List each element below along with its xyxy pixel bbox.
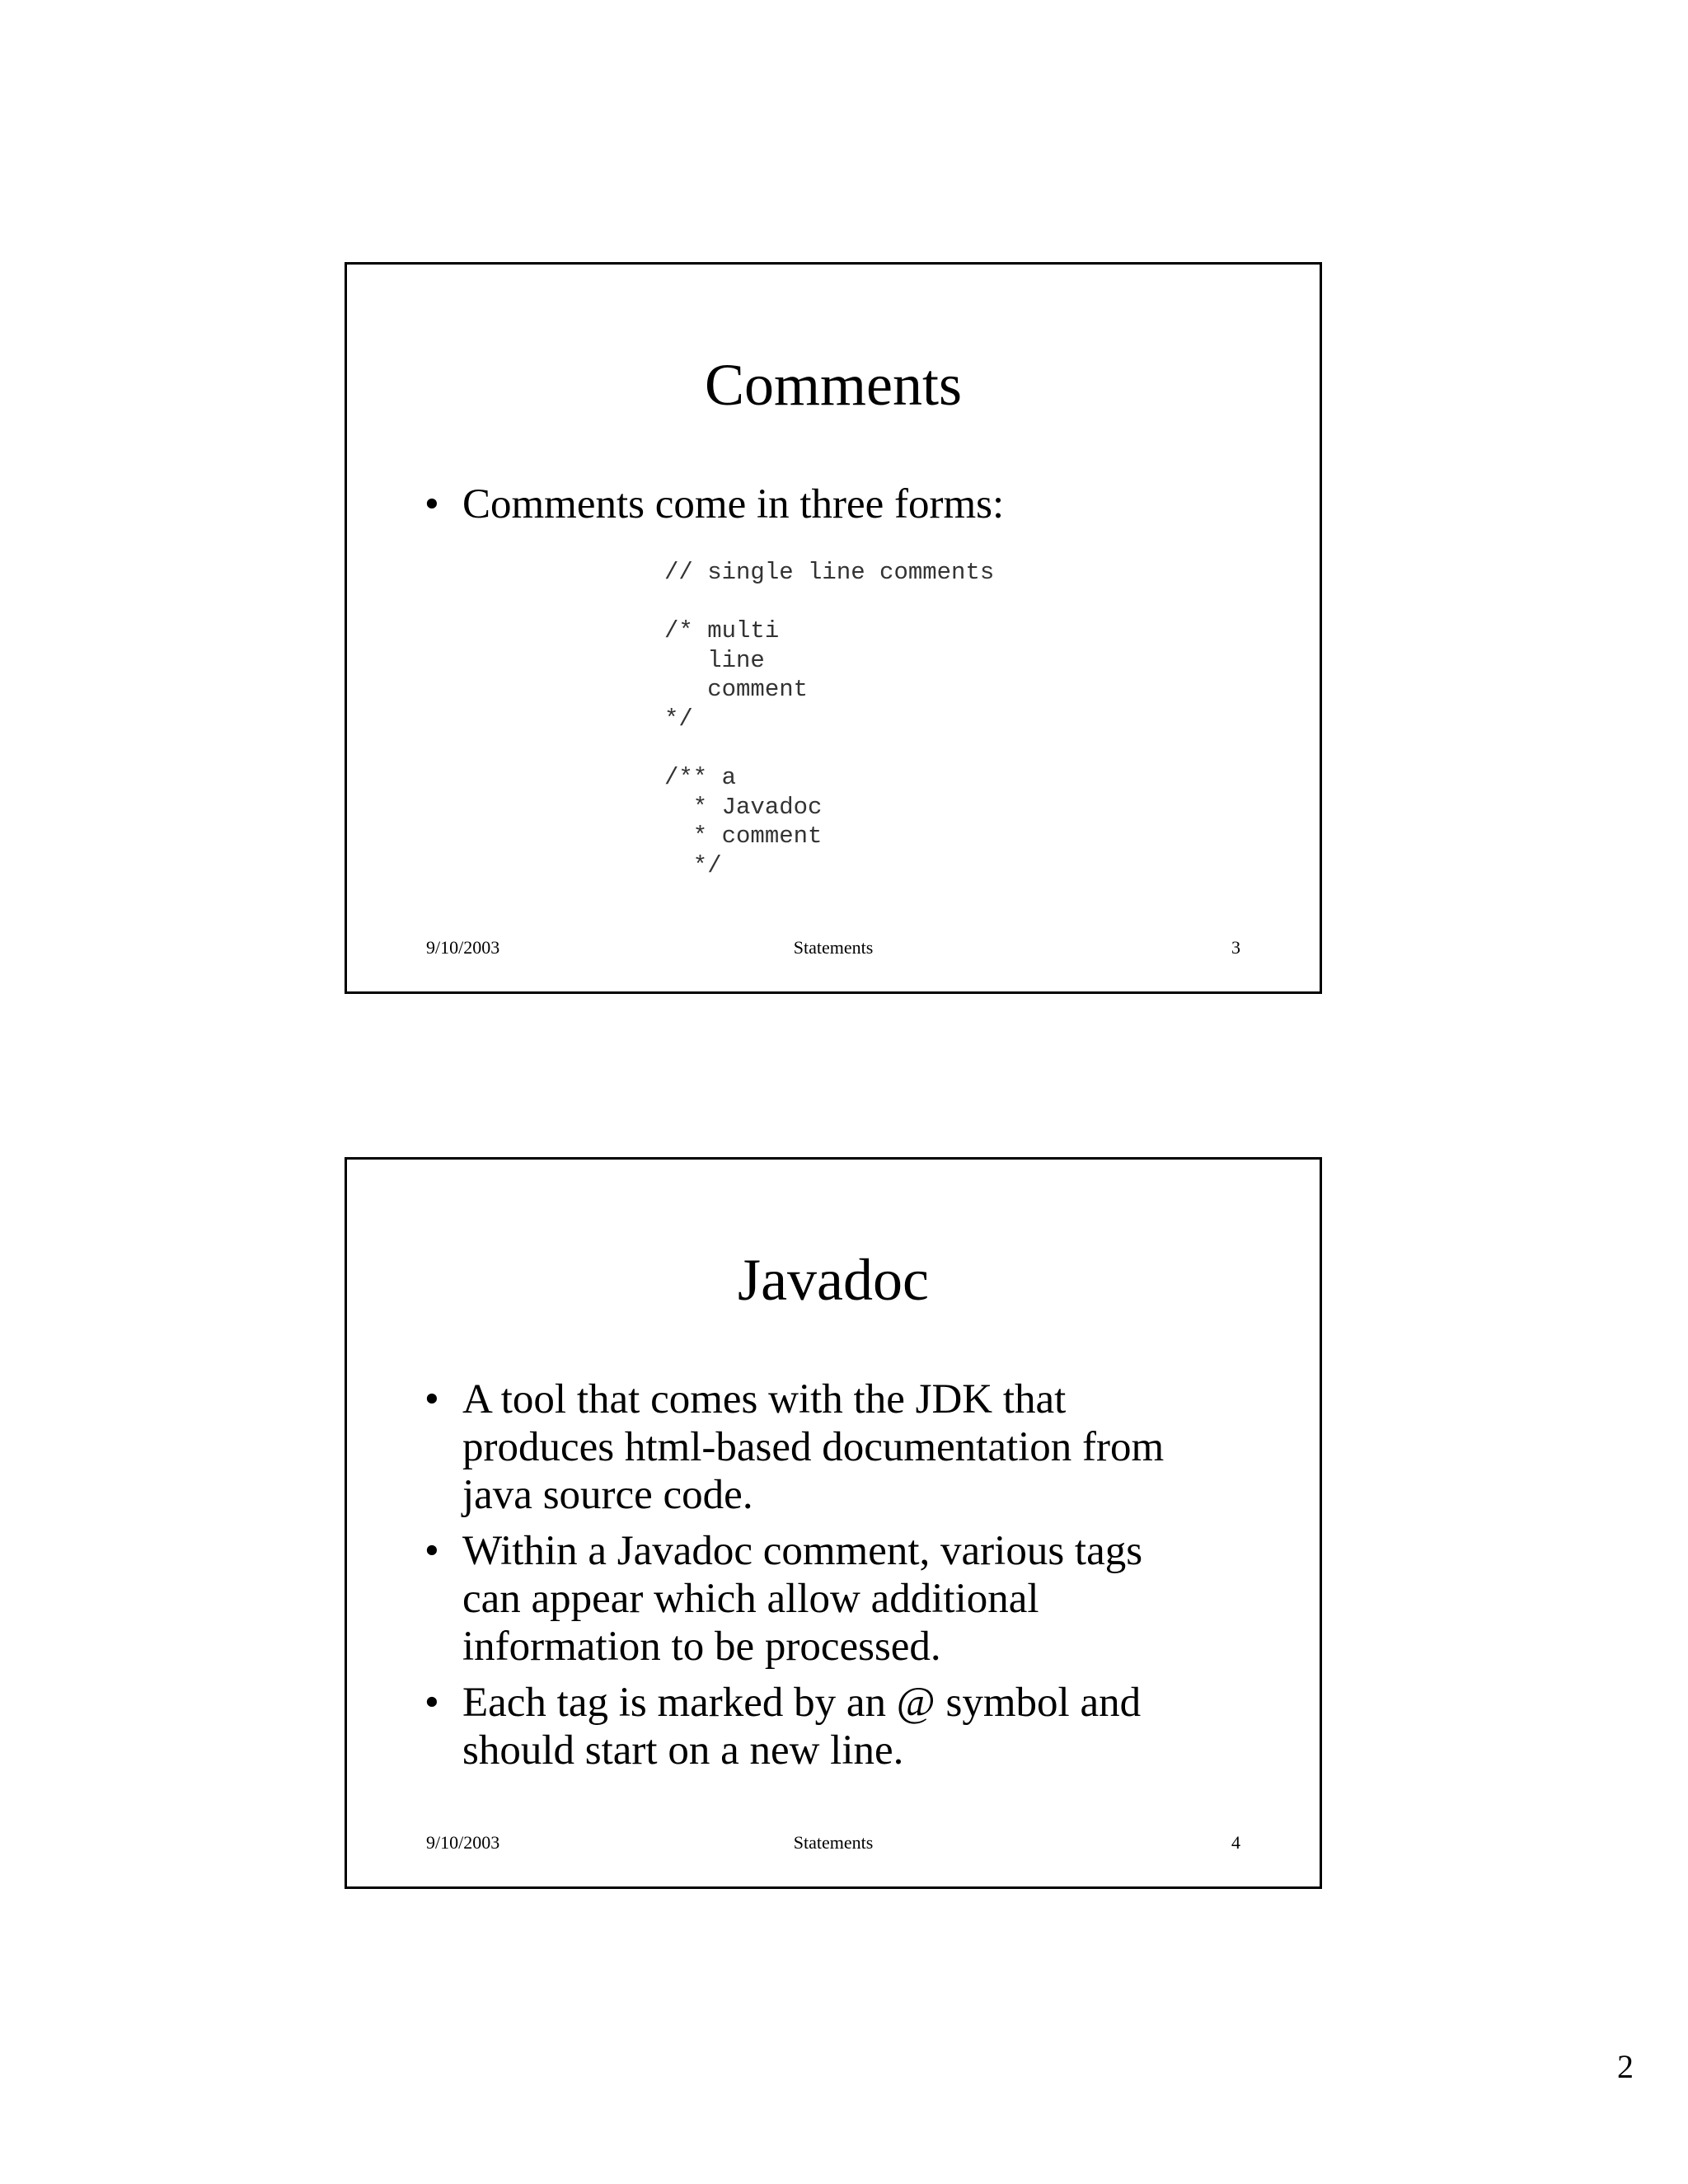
bullet-dot-icon: • bbox=[424, 1376, 439, 1422]
footer-title: Statements bbox=[793, 937, 874, 958]
slide-number: 3 bbox=[1231, 937, 1240, 958]
slide-title: Comments bbox=[704, 352, 962, 418]
slide-comments bbox=[345, 262, 1322, 994]
code-line: * comment bbox=[664, 823, 823, 851]
bullet-line: A tool that comes with the JDK that bbox=[462, 1376, 1067, 1422]
bullet-dot-icon: • bbox=[424, 481, 439, 527]
bullet-item bbox=[423, 480, 1247, 528]
code-line: /** a bbox=[664, 764, 737, 792]
bullet-dot-icon: • bbox=[424, 1680, 439, 1726]
bullet-list bbox=[423, 480, 1247, 537]
bullet-text: Comments come in three forms: bbox=[462, 481, 1005, 527]
code-line: /* multi bbox=[664, 617, 780, 645]
code-line: // single line comments bbox=[664, 559, 995, 586]
bullet-list bbox=[423, 1376, 1247, 1783]
bullet-text bbox=[462, 1680, 1141, 1774]
bullet-line: produces html-based documentation from bbox=[462, 1424, 1165, 1470]
code-line: */ bbox=[664, 851, 722, 879]
bullet-line: Each tag is marked by an @ symbol and bbox=[462, 1680, 1142, 1726]
code-line: line bbox=[664, 646, 765, 674]
footer-date: 9/10/2003 bbox=[426, 1832, 500, 1853]
code-example bbox=[664, 558, 994, 881]
bullet-line: information to be processed. bbox=[462, 1624, 941, 1670]
bullet-line: Within a Javadoc comment, various tags bbox=[462, 1528, 1143, 1574]
footer-title: Statements bbox=[793, 1832, 874, 1853]
bullet-line: java source code. bbox=[462, 1472, 753, 1518]
code-line bbox=[664, 588, 994, 617]
page-number: 2 bbox=[1617, 2048, 1634, 2085]
bullet-line: can appear which allow additional bbox=[462, 1576, 1039, 1622]
bullet-text bbox=[462, 1528, 1142, 1670]
slide-number: 4 bbox=[1231, 1832, 1240, 1853]
bullet-item bbox=[423, 1527, 1247, 1671]
bullet-text bbox=[462, 1376, 1164, 1518]
code-line: * Javadoc bbox=[664, 793, 823, 821]
code-line bbox=[664, 734, 994, 764]
bullet-item bbox=[423, 1679, 1247, 1774]
code-line: */ bbox=[664, 705, 693, 733]
slide-title: Javadoc bbox=[738, 1247, 929, 1313]
bullet-item bbox=[423, 1376, 1247, 1519]
bullet-dot-icon: • bbox=[424, 1528, 439, 1574]
footer-date: 9/10/2003 bbox=[426, 937, 500, 958]
code-line: comment bbox=[664, 676, 809, 704]
bullet-line: should start on a new line. bbox=[462, 1727, 904, 1774]
slide-javadoc bbox=[345, 1157, 1322, 1889]
